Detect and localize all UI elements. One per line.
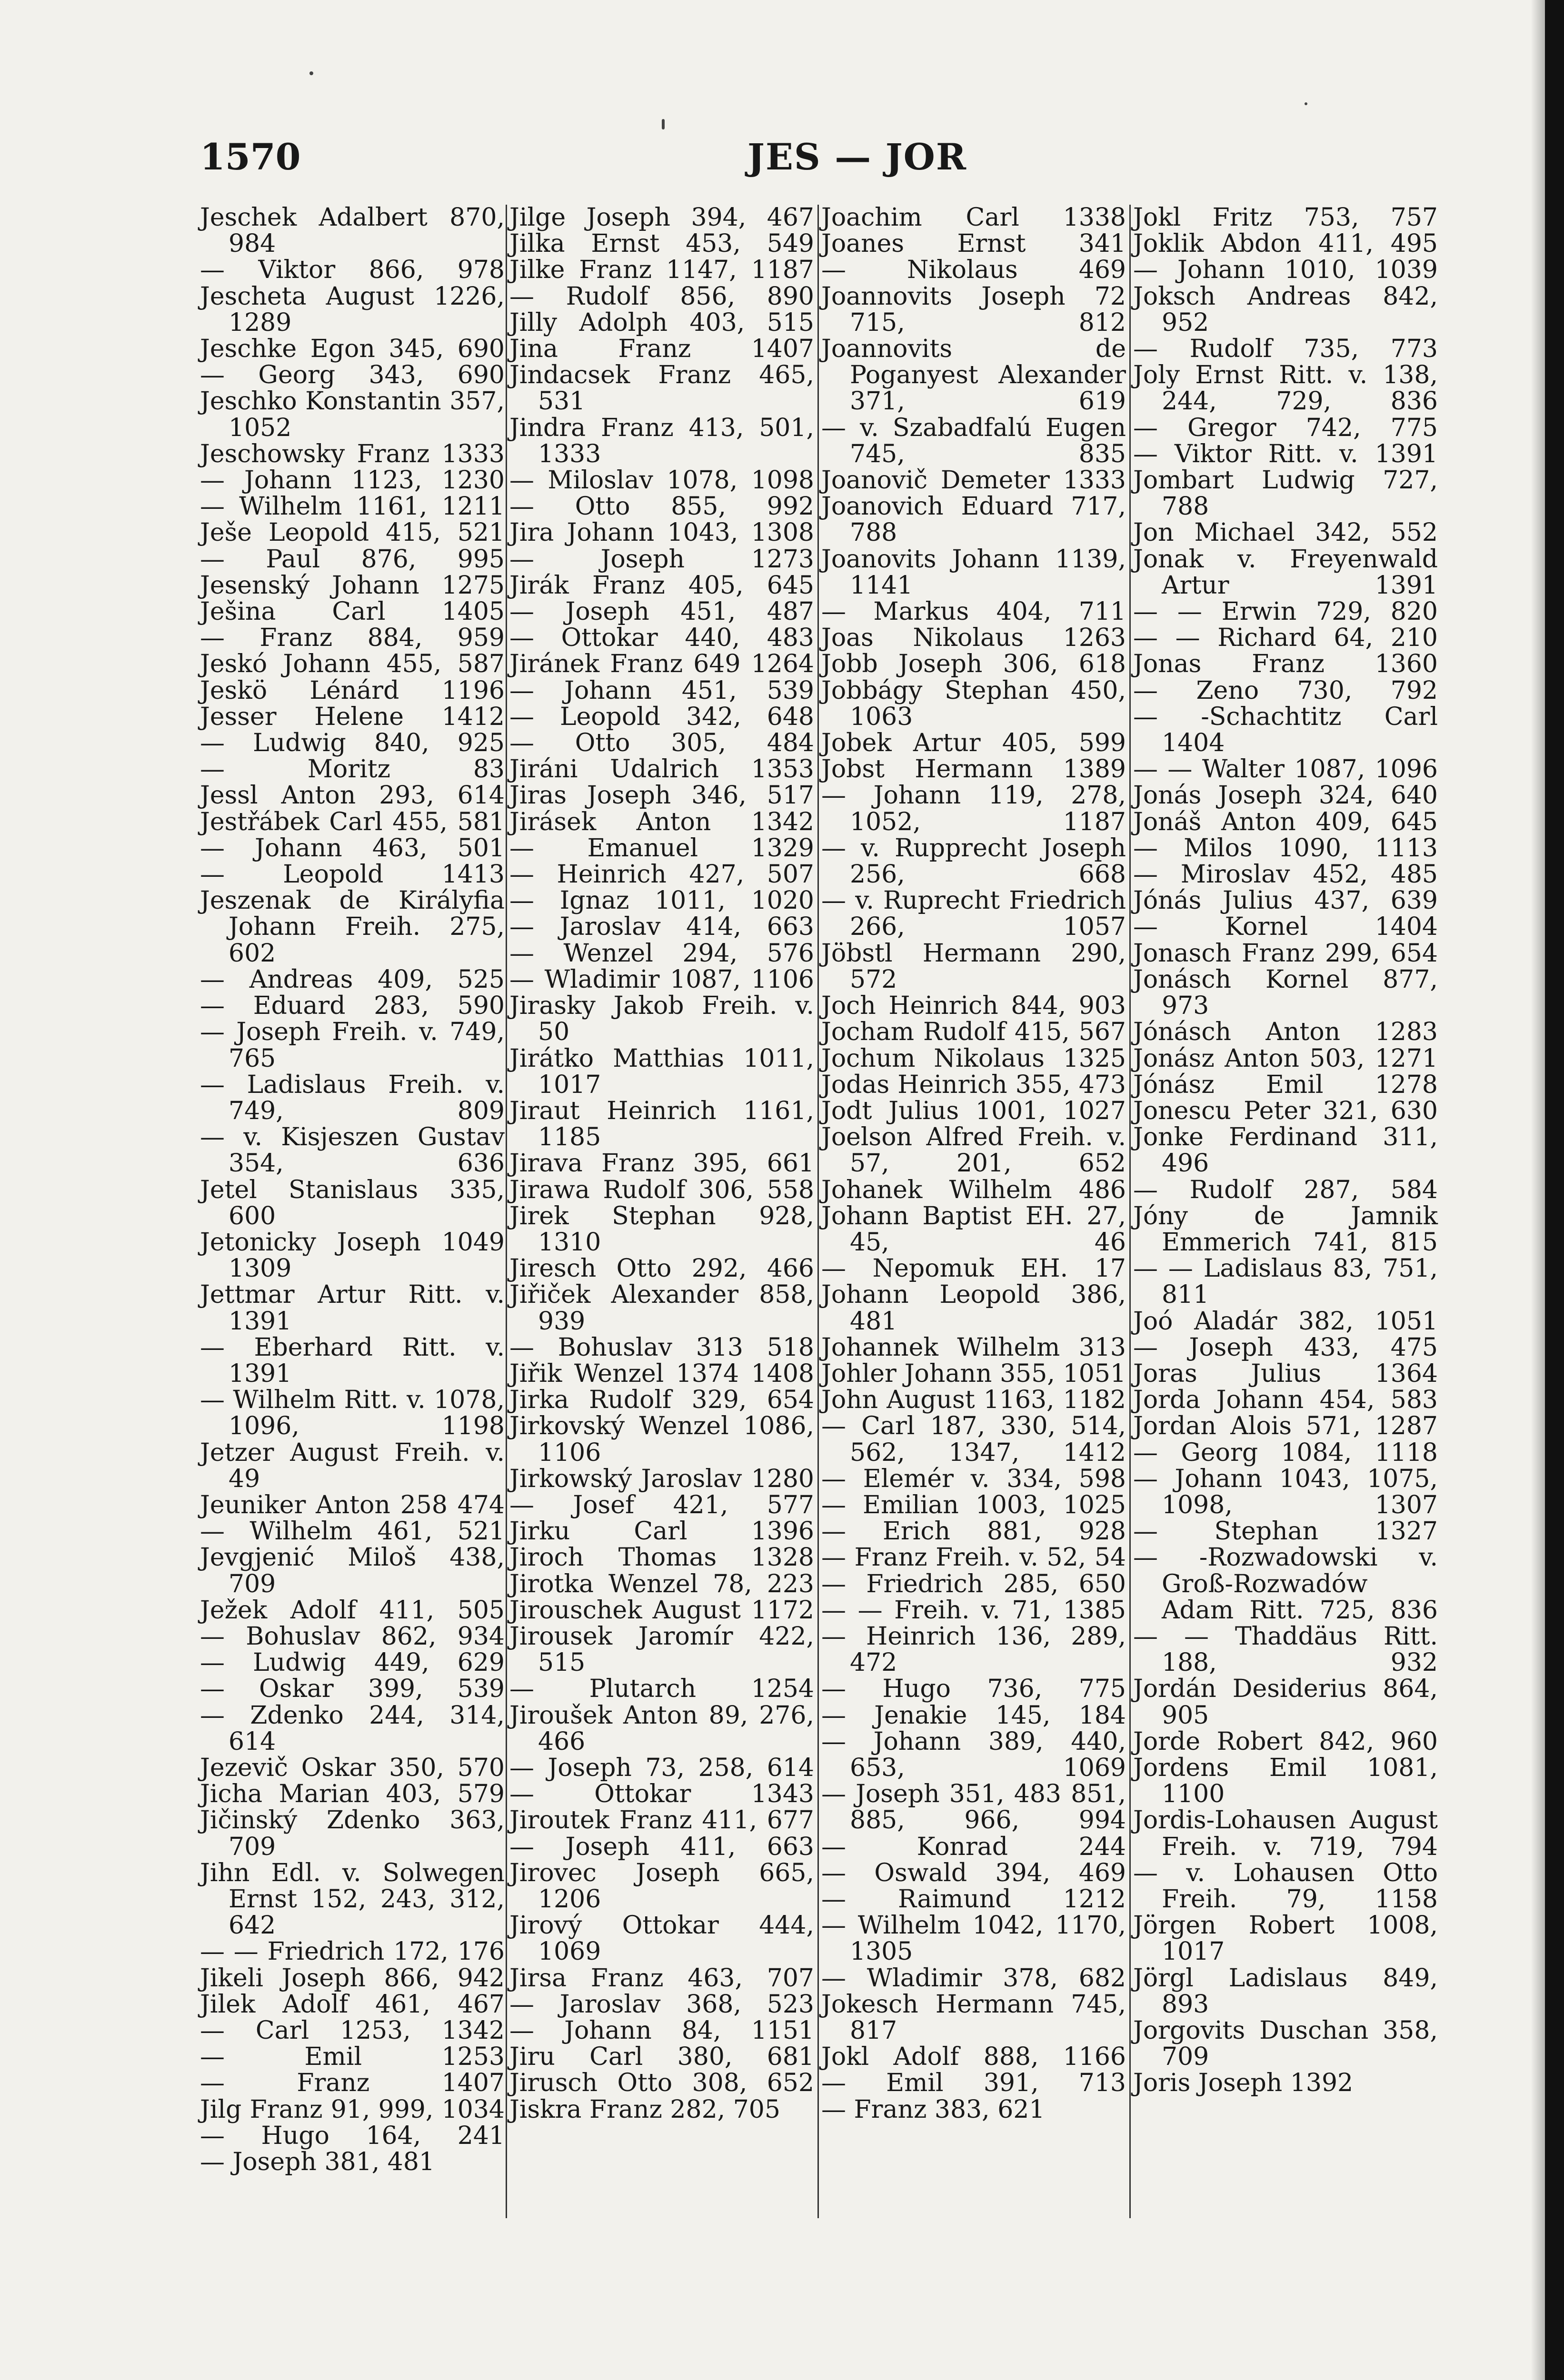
index-columns	[195, 205, 1443, 2218]
index-entry: — — Freih. v. 71, 1385	[821, 1596, 1126, 1625]
index-entry: Jordán Desiderius 864, 905	[1133, 1675, 1438, 1730]
index-entry: Jilke Franz 1147, 1187	[509, 256, 814, 285]
index-entry: Jirava Franz 395, 661	[509, 1149, 814, 1178]
index-entry: — Jaroslav 368, 523	[509, 1990, 814, 2019]
index-entry: — Eberhard Ritt. v. 1391	[200, 1333, 505, 1388]
index-entry: Jeschowsky Franz 1333	[200, 439, 505, 468]
index-entry: — Joseph 411, 663	[509, 1832, 814, 1861]
index-entry: — Leopold 1413	[200, 860, 505, 889]
index-entry: — Emanuel 1329	[509, 833, 814, 863]
index-entry: John August 1163, 1182	[821, 1386, 1126, 1415]
index-entry: Johanek Wilhelm 486	[821, 1175, 1126, 1204]
index-entry: — Milos 1090, 1113	[1133, 833, 1438, 863]
index-entry: — -Rozwadowski v. Groß-Rozwadów Adam Ritt. 725, 836	[1133, 1543, 1438, 1625]
index-entry: Joanes Ernst 341	[821, 229, 1126, 258]
index-entry: — Ottokar 1343	[509, 1780, 814, 1809]
index-entry: Johler Johann 355, 1051	[821, 1359, 1126, 1388]
index-entry: Jihn Edl. v. Solwegen Ernst 152, 243, 312, 642	[200, 1858, 505, 1940]
index-entry: — Viktor 866, 978	[200, 256, 505, 285]
index-entry: — -Schachtitz Carl 1404	[1133, 702, 1438, 758]
index-entry: — Paul 876, 995	[200, 545, 505, 574]
index-entry: Jezevič Oskar 350, 570	[200, 1753, 505, 1782]
index-entry: Jirkowský Jaroslav 1280	[509, 1464, 814, 1493]
index-entry: — v. Lohausen Otto Freih. 79, 1158	[1133, 1858, 1438, 1914]
index-entry: Jobek Artur 405, 599	[821, 729, 1126, 758]
index-entry: Jirasky Jakob Freih. v. 50	[509, 992, 814, 1047]
index-entry: Jonas Franz 1360	[1133, 650, 1438, 679]
column-2	[509, 205, 814, 2218]
index-entry: — Joseph 451, 487	[509, 597, 814, 626]
index-entry: Johannek Wilhelm 313	[821, 1333, 1126, 1362]
index-entry: Ješe Leopold 415, 521	[200, 518, 505, 547]
index-entry: Jiraut Heinrich 1161, 1185	[509, 1096, 814, 1152]
index-entry: Jiresch Otto 292, 466	[509, 1254, 814, 1283]
index-entry: Jetel Stanislaus 335, 600	[200, 1175, 505, 1230]
index-entry: — Viktor Ritt. v. 1391	[1133, 439, 1438, 468]
index-entry: Jetonicky Joseph 1049 1309	[200, 1228, 505, 1283]
index-entry: — Johann 119, 278, 1052, 1187	[821, 781, 1126, 836]
index-entry: Jónás Julius 437, 639	[1133, 886, 1438, 915]
index-entry: — Joseph 1273	[509, 545, 814, 574]
index-entry: Ježek Adolf 411, 505	[200, 1596, 505, 1625]
scan-speck	[662, 119, 665, 129]
index-entry: — Georg 343, 690	[200, 361, 505, 390]
column-rule	[506, 205, 507, 2218]
index-entry: — — Richard 64, 210	[1133, 624, 1438, 653]
index-entry: — Ludwig 840, 925	[200, 729, 505, 758]
index-entry: — Ludwig 449, 629	[200, 1648, 505, 1677]
index-entry: — Oskar 399, 539	[200, 1675, 505, 1704]
index-entry: Jonak v. Freyenwald Artur 1391	[1133, 545, 1438, 600]
index-entry: Jevgjenić Miloš 438, 709	[200, 1543, 505, 1598]
index-entry: — Hugo 736, 775	[821, 1675, 1126, 1704]
index-entry: — Wilhelm 1042, 1170, 1305	[821, 1911, 1126, 1966]
index-entry: — — Walter 1087, 1096	[1133, 755, 1438, 784]
index-entry: Jindacsek Franz 465, 531	[509, 361, 814, 416]
index-entry: — Wilhelm Ritt. v. 1078, 1096, 1198	[200, 1386, 505, 1441]
index-entry: Jónásch Anton 1283	[1133, 1018, 1438, 1047]
index-entry: Jirsa Franz 463, 707	[509, 1964, 814, 1993]
index-entry: — — Ladislaus 83, 751, 811	[1133, 1254, 1438, 1309]
index-entry: — v. Kisjeszen Gustav 354, 636	[200, 1123, 505, 1178]
index-entry: Joanovič Demeter 1333	[821, 466, 1126, 495]
index-entry: — Wenzel 294, 576	[509, 939, 814, 968]
index-entry: Jiru Carl 380, 681	[509, 2043, 814, 2072]
index-entry: — Otto 305, 484	[509, 729, 814, 758]
index-entry: Jeszenak de Királyfia Johann Freih. 275, 602	[200, 886, 505, 968]
index-entry: Jirek Stephan 928, 1310	[509, 1201, 814, 1257]
index-entry: — Hugo 164, 241	[200, 2121, 505, 2150]
column-rule	[817, 205, 819, 2218]
index-entry: Jindra Franz 413, 501, 1333	[509, 413, 814, 468]
index-entry: — Heinrich 427, 507	[509, 860, 814, 889]
index-entry: — Johann 1043, 1075, 1098, 1307	[1133, 1464, 1438, 1519]
index-entry: Jesser Helene 1412	[200, 702, 505, 731]
index-entry: Jöbstl Hermann 290, 572	[821, 939, 1126, 994]
index-entry: Jordis-Lohausen August Freih. v. 719, 794	[1133, 1806, 1438, 1861]
index-entry: — Wladimir 1087, 1106	[509, 965, 814, 994]
index-entry: — Joseph 381, 481	[200, 2148, 435, 2177]
index-entry: Jeschek Adalbert 870, 984	[200, 203, 505, 258]
index-entry: Jeskó Johann 455, 587	[200, 650, 505, 679]
index-entry: — Franz 383, 621	[821, 2095, 1045, 2124]
index-entry: Jiroutek Franz 411, 677	[509, 1806, 814, 1835]
index-entry: Jokl Fritz 753, 757	[1133, 203, 1438, 232]
index-entry: — Oswald 394, 469	[821, 1858, 1126, 1887]
index-entry: — Emil 391, 713	[821, 2069, 1126, 2098]
index-entry: Jónász Emil 1278	[1133, 1070, 1438, 1099]
index-entry: Jorde Robert 842, 960	[1133, 1727, 1438, 1756]
index-entry: Jobst Hermann 1389	[821, 755, 1126, 784]
index-entry: Joch Heinrich 844, 903	[821, 992, 1126, 1021]
index-entry: Jilg Franz 91, 999, 1034	[200, 2095, 505, 2124]
index-entry: — Kornel 1404	[1133, 912, 1438, 942]
index-entry: Joras Julius 1364	[1133, 1359, 1438, 1388]
index-entry: Jiřiček Alexander 858, 939	[509, 1280, 814, 1336]
index-entry: Jorgovits Duschan 358, 709	[1133, 2016, 1438, 2072]
index-entry: Jiráni Udalrich 1353	[509, 755, 814, 784]
index-entry: Jonasch Franz 299, 654	[1133, 939, 1438, 968]
column-rule	[1129, 205, 1131, 2218]
index-entry: Jörgl Ladislaus 849, 893	[1133, 1964, 1438, 2019]
index-entry: Jeuniker Anton 258 474	[200, 1490, 505, 1519]
index-entry: — Franz 884, 959	[200, 624, 505, 653]
index-entry: Joanovits Johann 1139, 1141	[821, 545, 1126, 600]
index-entry: Jettmar Artur Ritt. v. 1391	[200, 1280, 505, 1336]
index-entry: — Wilhelm 461, 521	[200, 1517, 505, 1546]
index-entry: Jordan Alois 571, 1287	[1133, 1412, 1438, 1441]
index-entry: — Zdenko 244, 314, 614	[200, 1701, 505, 1756]
index-entry: — Carl 187, 330, 514, 562, 1347, 1412	[821, 1412, 1126, 1467]
index-entry: Ješina Carl 1405	[200, 597, 505, 626]
index-entry: — v. Rupprecht Joseph 256, 668	[821, 833, 1126, 889]
index-entry: — Johann 1123, 1230	[200, 466, 505, 495]
index-entry: Jonás Joseph 324, 640	[1133, 781, 1438, 810]
index-entry: Jirátko Matthias 1011, 1017	[509, 1044, 814, 1099]
index-entry: — Ladislaus Freih. v. 749, 809	[200, 1070, 505, 1125]
index-entry: — Gregor 742, 775	[1133, 413, 1438, 442]
index-entry: — Andreas 409, 525	[200, 965, 505, 994]
index-entry: Johann Baptist EH. 27, 45, 46	[821, 1201, 1126, 1257]
index-entry: Jodas Heinrich 355, 473	[821, 1070, 1126, 1099]
index-entry: Jonescu Peter 321, 630	[1133, 1096, 1438, 1125]
index-entry: — Elemér v. 334, 598	[821, 1464, 1126, 1493]
index-entry: — Jaroslav 414, 663	[509, 912, 814, 942]
index-entry: Jiroušek Anton 89, 276, 466	[509, 1701, 814, 1756]
index-entry: Jokesch Hermann 745, 817	[821, 1990, 1126, 2045]
index-entry: — Markus 404, 711	[821, 597, 1126, 626]
index-entry: — v. Szabadfalú Eugen 745, 835	[821, 413, 1126, 468]
index-entry: Jirousek Jaromír 422, 515	[509, 1622, 814, 1677]
index-entry: — Ignaz 1011, 1020	[509, 886, 814, 915]
index-entry: — Moritz 83	[200, 755, 505, 784]
index-entry: — Emil 1253	[200, 2043, 505, 2072]
index-entry: — Nepomuk EH. 17	[821, 1254, 1126, 1283]
index-entry: Joksch Andreas 842, 952	[1133, 282, 1438, 337]
index-entry: Jicha Marian 403, 579	[200, 1780, 505, 1809]
index-entry: — Miloslav 1078, 1098	[509, 466, 814, 495]
index-entry: Joklik Abdon 411, 495	[1133, 229, 1438, 258]
index-entry: Jirkovský Wenzel 1086, 1106	[509, 1412, 814, 1467]
index-entry: Joris Joseph 1392	[1133, 2069, 1354, 2098]
index-entry: — Franz 1407	[200, 2069, 505, 2098]
index-entry: — Ottokar 440, 483	[509, 624, 814, 653]
index-entry: — Joseph 351, 483 851, 885, 966, 994	[821, 1780, 1126, 1835]
index-entry: Jilly Adolph 403, 515	[509, 308, 814, 337]
index-entry: Jonke Ferdinand 311, 496	[1133, 1123, 1438, 1178]
index-entry: Jičinský Zdenko 363, 709	[200, 1806, 505, 1861]
index-entry: Jilka Ernst 453, 549	[509, 229, 814, 258]
index-entry: Jirka Rudolf 329, 654	[509, 1386, 814, 1415]
index-entry: Jodt Julius 1001, 1027	[821, 1096, 1126, 1125]
index-entry: Jetzer August Freih. v. 49	[200, 1438, 505, 1493]
index-entry: Jirák Franz 405, 645	[509, 571, 814, 600]
scan-dark-edge	[1545, 0, 1564, 2380]
index-entry: Jordens Emil 1081, 1100	[1133, 1753, 1438, 1809]
index-entry: — v. Ruprecht Friedrich 266, 1057	[821, 886, 1126, 942]
index-entry: Jeschke Egon 345, 690	[200, 335, 505, 364]
index-entry: — Plutarch 1254	[509, 1675, 814, 1704]
index-entry: Johann Leopold 386, 481	[821, 1280, 1126, 1336]
index-entry: — Eduard 283, 590	[200, 992, 505, 1021]
index-entry: Jiras Joseph 346, 517	[509, 781, 814, 810]
index-entry: — Joseph Freih. v. 749, 765	[200, 1018, 505, 1073]
index-entry: — Raimund 1212	[821, 1885, 1126, 1914]
index-entry: — Stephan 1327	[1133, 1517, 1438, 1546]
index-entry: — Johann 84, 1151	[509, 2016, 814, 2045]
index-entry: Jombart Ludwig 727, 788	[1133, 466, 1438, 521]
index-entry: — Friedrich 285, 650	[821, 1569, 1126, 1598]
index-entry: Jokl Adolf 888, 1166	[821, 2043, 1126, 2072]
index-entry: Jobb Joseph 306, 618	[821, 650, 1126, 679]
index-entry: Jorda Johann 454, 583	[1133, 1386, 1438, 1415]
index-entry: Jonász Anton 503, 1271	[1133, 1044, 1438, 1073]
index-entry: Jesenský Johann 1275	[200, 571, 505, 600]
index-entry: Jirásek Anton 1342	[509, 807, 814, 836]
index-entry: Jilge Joseph 394, 467	[509, 203, 814, 232]
index-entry: — — Friedrich 172, 176	[200, 1937, 505, 1966]
index-entry: Joannovits de Poganyest Alexander 371, 619	[821, 335, 1126, 416]
index-entry: Jörgen Robert 1008, 1017	[1133, 1911, 1438, 1966]
index-entry: — Rudolf 287, 584	[1133, 1175, 1438, 1204]
index-entry: Jikeli Joseph 866, 942	[200, 1964, 505, 1993]
index-entry: Jessl Anton 293, 614	[200, 781, 505, 810]
index-entry: Jestřábek Carl 455, 581	[200, 807, 505, 836]
index-entry: Jirouschek August 1172	[509, 1596, 814, 1625]
index-entry: — Nikolaus 469	[821, 256, 1126, 285]
index-entry: Jon Michael 342, 552	[1133, 518, 1438, 547]
index-entry: — Rudolf 856, 890	[509, 282, 814, 311]
index-entry: Jiskra Franz 282, 705	[509, 2095, 780, 2124]
index-entry: — Erich 881, 928	[821, 1517, 1126, 1546]
index-entry: — — Erwin 729, 820	[1133, 597, 1438, 626]
index-entry: — Bohuslav 862, 934	[200, 1622, 505, 1651]
column-4	[1133, 205, 1438, 2218]
index-entry: Jira Johann 1043, 1308	[509, 518, 814, 547]
index-entry: Joanovich Eduard 717, 788	[821, 492, 1126, 547]
column-1	[200, 205, 505, 2218]
index-entry: Jeschko Konstantin 357, 1052	[200, 387, 505, 442]
index-entry: — Johann 389, 440, 653, 1069	[821, 1727, 1126, 1782]
index-entry: Joó Aladár 382, 1051	[1133, 1307, 1438, 1336]
index-entry: Joly Ernst Ritt. v. 138, 244, 729, 836	[1133, 361, 1438, 416]
index-entry: Jiránek Franz 649 1264	[509, 650, 814, 679]
index-entry: Jirusch Otto 308, 652	[509, 2069, 814, 2098]
index-entry: Joelson Alfred Freih. v. 57, 201, 652	[821, 1123, 1126, 1178]
index-entry: Jonáš Anton 409, 645	[1133, 807, 1438, 836]
index-entry: — Miroslav 452, 485	[1133, 860, 1438, 889]
index-entry: — Emilian 1003, 1025	[821, 1490, 1126, 1519]
index-entry: — Wladimir 378, 682	[821, 1964, 1126, 1993]
running-head: JES — JOR	[747, 136, 967, 178]
index-entry: — — Thaddäus Ritt. 188, 932	[1133, 1622, 1438, 1677]
index-entry: — Zeno 730, 792	[1133, 676, 1438, 705]
index-entry: — Otto 855, 992	[509, 492, 814, 521]
index-entry: — Franz Freih. v. 52, 54	[821, 1543, 1126, 1572]
page-number: 1570	[200, 136, 301, 178]
index-entry: — Georg 1084, 1118	[1133, 1438, 1438, 1467]
index-entry: Jirotka Wenzel 78, 223	[509, 1569, 814, 1598]
index-entry: — Johann 1010, 1039	[1133, 256, 1438, 285]
index-entry: — Jenakie 145, 184	[821, 1701, 1126, 1730]
index-entry: Jirku Carl 1396	[509, 1517, 814, 1546]
index-entry: — Leopold 342, 648	[509, 702, 814, 731]
index-entry: Jirovec Joseph 665, 1206	[509, 1858, 814, 1914]
index-entry: Joannovits Joseph 72 715, 812	[821, 282, 1126, 337]
column-3	[821, 205, 1126, 2218]
index-entry: Jirový Ottokar 444, 1069	[509, 1911, 814, 1966]
index-entry: Jocham Rudolf 415, 567	[821, 1018, 1126, 1047]
index-entry: — Johann 451, 539	[509, 676, 814, 705]
index-entry: Jiroch Thomas 1328	[509, 1543, 814, 1572]
scan-speck	[309, 71, 313, 75]
index-entry: Joas Nikolaus 1263	[821, 624, 1126, 653]
index-entry: — Joseph 433, 475	[1133, 1333, 1438, 1362]
index-entry: Jirawa Rudolf 306, 558	[509, 1175, 814, 1204]
index-entry: — Rudolf 735, 773	[1133, 335, 1438, 364]
index-entry: Jeskö Lénárd 1196	[200, 676, 505, 705]
scan-speck	[1305, 102, 1307, 105]
index-entry: — Heinrich 136, 289, 472	[821, 1622, 1126, 1677]
page-header	[200, 136, 1433, 193]
index-entry: — Josef 421, 577	[509, 1490, 814, 1519]
index-entry: Jonásch Kornel 877, 973	[1133, 965, 1438, 1021]
index-entry: — Johann 463, 501	[200, 833, 505, 863]
index-entry: Joachim Carl 1338	[821, 203, 1126, 232]
index-entry: Jochum Nikolaus 1325	[821, 1044, 1126, 1073]
index-entry: — Joseph 73, 258, 614	[509, 1753, 814, 1782]
index-entry: Jina Franz 1407	[509, 335, 814, 364]
index-entry: Jescheta August 1226, 1289	[200, 282, 505, 337]
index-entry: — Konrad 244	[821, 1832, 1126, 1861]
index-entry: — Carl 1253, 1342	[200, 2016, 505, 2045]
index-entry: — Bohuslav 313 518	[509, 1333, 814, 1362]
index-entry: Jilek Adolf 461, 467	[200, 1990, 505, 2019]
index-entry: Jobbágy Stephan 450, 1063	[821, 676, 1126, 731]
index-entry: — Wilhelm 1161, 1211	[200, 492, 505, 521]
index-entry: Jóny de Jamnik Emmerich 741, 815	[1133, 1201, 1438, 1257]
index-entry: Jiřik Wenzel 1374 1408	[509, 1359, 814, 1388]
